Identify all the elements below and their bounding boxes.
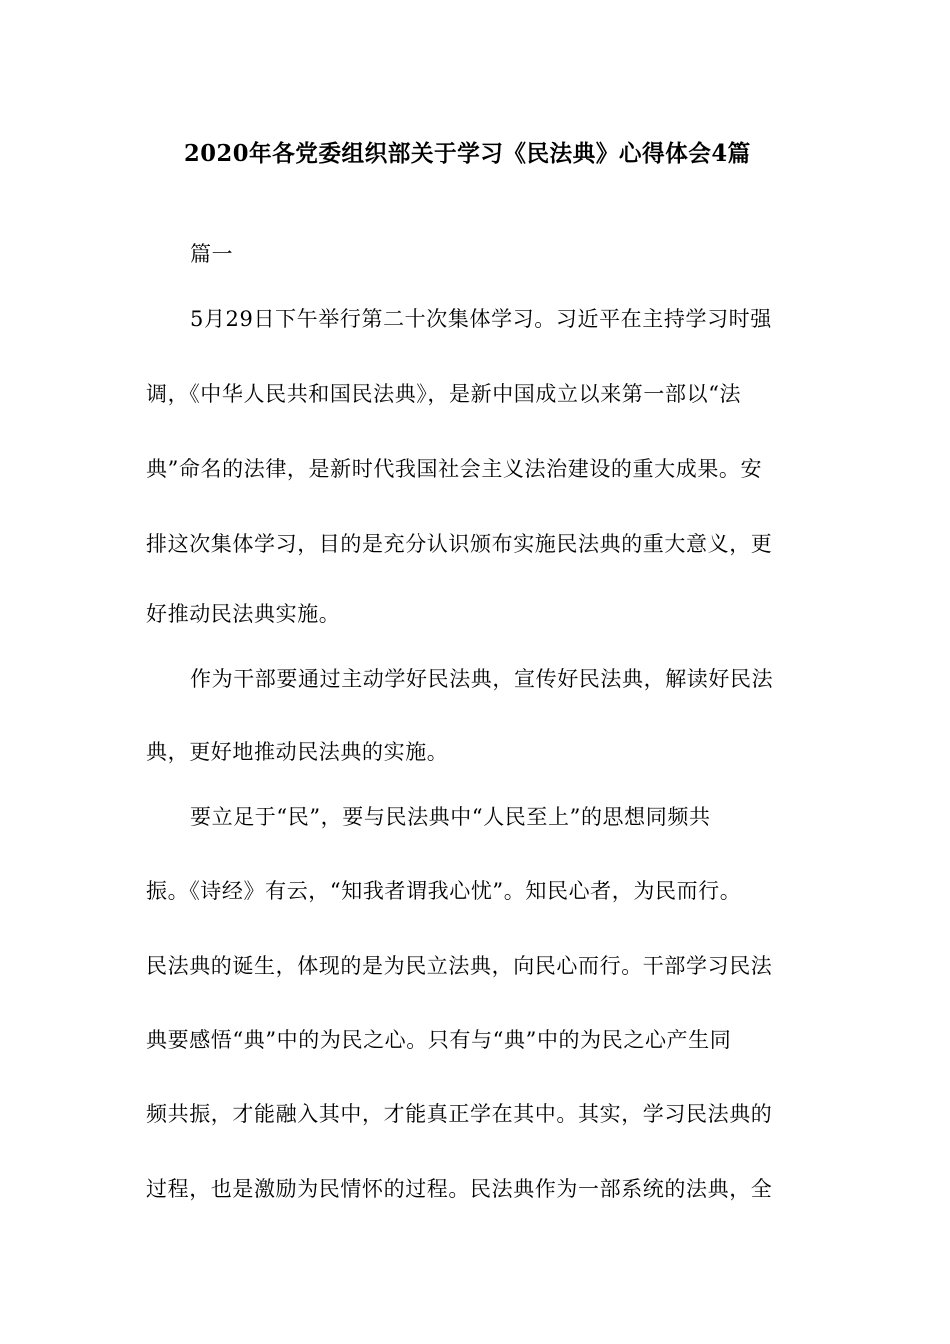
paragraph-line: 民法典的诞生，体现的是为民立法典，向民心而行。干部学习民法 — [146, 954, 773, 978]
paragraph-line: 作为干部要通过主动学好民法典，宣传好民法典，解读好民法 — [190, 667, 774, 691]
paragraph-line: 5月29日下午举行第二十次集体学习。习近平在主持学习时强 — [190, 307, 772, 331]
paragraph-line: 调，《中华人民共和国民法典》，是新中国成立以来第一部以“法 — [146, 382, 742, 406]
paragraph-line: 排这次集体学习，目的是充分认识颁布实施民法典的重大意义，更 — [146, 532, 773, 556]
paragraph-line: 过程，也是激励为民情怀的过程。民法典作为一部系统的法典，全 — [146, 1177, 773, 1201]
paragraph-line: 典”命名的法律，是新时代我国社会主义法治建设的重大成果。安 — [146, 457, 763, 481]
section-heading: 篇一 — [190, 242, 234, 266]
paragraph-line: 振。《诗经》有云，“知我者谓我心忧”。知民心者，为民而行。 — [146, 879, 742, 903]
paragraph-line: 好推动民法典实施。 — [146, 602, 341, 626]
paragraph-line: 典，更好地推动民法典的实施。 — [146, 740, 449, 764]
paragraph-line: 要立足于“民”，要与民法典中“人民至上”的思想同频共 — [190, 805, 711, 829]
paragraph-line: 频共振，才能融入其中，才能真正学在其中。其实，学习民法典的 — [146, 1102, 773, 1126]
paragraph-line: 典要感悟“典”中的为民之心。只有与“典”中的为民之心产生同 — [146, 1028, 732, 1052]
document-title: 2020年各党委组织部关于学习《民法典》心得体会4篇 — [183, 140, 751, 167]
